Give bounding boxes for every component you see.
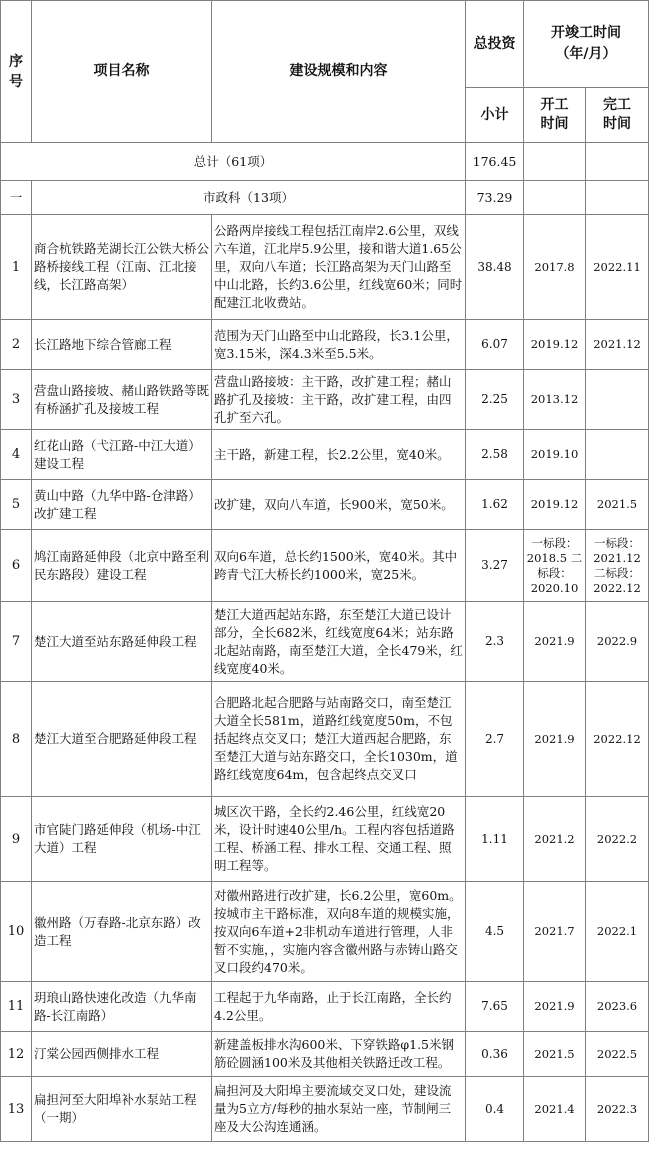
row-seq: 5 [1, 480, 32, 530]
row-investment: 2.25 [466, 370, 524, 430]
row-seq: 9 [1, 797, 32, 882]
row-investment: 2.3 [466, 602, 524, 682]
row-project-name: 黄山中路（九华中路-仓津路）改扩建工程 [32, 480, 212, 530]
table-row [1, 215, 649, 320]
row-scope: 工程起于九华南路，止于长江南路，全长约4.2公里。 [212, 982, 466, 1032]
empty-cell [586, 181, 649, 215]
row-scope: 城区次干路，全长约2.46公里，红线宽20米，设计时速40公里/h。工程内容包括道路工程、桥涵工程、排水工程、交通工程、照明工程等。 [212, 797, 466, 882]
row-investment: 3.27 [466, 530, 524, 602]
row-seq: 1 [1, 215, 32, 320]
row-project-name: 商合杭铁路芜湖长江公铁大桥公路桥接线工程（江南、江北接线，长江路高架） [32, 215, 212, 320]
total-row [1, 143, 649, 181]
row-scope: 对徽州路进行改扩建，长6.2公里，宽60m。按城市主干路标准，双向8车道的规模实施，按双向6车道+2非机动车道进行管理，人非暂不实施，，实施内容含徽州路与赤铸山路交叉口段约470米。 [212, 882, 466, 982]
row-project-name: 营盘山路接坡、赭山路铁路等既有桥涵扩孔及接坡工程 [32, 370, 212, 430]
row-end: 2022.2 [586, 797, 649, 882]
row-start: 2021.9 [524, 982, 586, 1032]
row-end: 2022.9 [586, 602, 649, 682]
row-end [586, 430, 649, 480]
row-start: 2013.12 [524, 370, 586, 430]
row-seq: 8 [1, 682, 32, 797]
row-end [586, 370, 649, 430]
row-project-name: 楚江大道至站东路延伸段工程 [32, 602, 212, 682]
table-row [1, 430, 649, 480]
row-seq: 6 [1, 530, 32, 602]
row-investment: 38.48 [466, 215, 524, 320]
total-value: 176.45 [466, 143, 524, 181]
row-end: 一标段：2021.12 二标段：2022.12 [586, 530, 649, 602]
table-row [1, 480, 649, 530]
project-rows [1, 215, 649, 1142]
row-seq: 4 [1, 430, 32, 480]
row-seq: 13 [1, 1077, 32, 1142]
row-start: 2019.12 [524, 480, 586, 530]
group-value: 73.29 [466, 181, 524, 215]
table-row [1, 682, 649, 797]
row-seq: 12 [1, 1032, 32, 1077]
total-label: 总计（61项） [1, 143, 466, 181]
row-scope: 双向6车道，总长约1500米，宽40米。其中跨青弋江大桥长约1000米，宽25米。 [212, 530, 466, 602]
row-investment: 7.65 [466, 982, 524, 1032]
row-seq: 3 [1, 370, 32, 430]
header-investment: 总投资 [466, 1, 524, 88]
row-end: 2022.5 [586, 1032, 649, 1077]
row-scope: 合肥路北起合肥路与站南路交口，南至楚江大道全长581m，道路红线宽度50m，不包括起终点交叉口；楚江大道西起合肥路，东至楚江大道与站东路交口，全长1030m，道路红线宽度64m，包含起终点交叉口 [212, 682, 466, 797]
header-start: 开工时间 [524, 88, 586, 143]
row-start: 2021.4 [524, 1077, 586, 1142]
row-scope: 楚江大道西起站东路，东至楚江大道已设计部分，全长682米，红线宽度64米；站东路北起站南路，南至楚江大道，全长479米，红线宽度40米。 [212, 602, 466, 682]
group-row [1, 181, 649, 215]
row-seq: 11 [1, 982, 32, 1032]
table-row [1, 370, 649, 430]
row-start: 2021.7 [524, 882, 586, 982]
header-end: 完工时间 [586, 88, 649, 143]
row-investment: 2.58 [466, 430, 524, 480]
row-investment: 4.5 [466, 882, 524, 982]
empty-cell [586, 143, 649, 181]
group-label: 市政科（13项） [32, 181, 466, 215]
row-scope: 范围为天门山路至中山北路段，长3.1公里，宽3.15米，深4.3米至5.5米。 [212, 320, 466, 370]
table-row [1, 320, 649, 370]
row-end: 2023.6 [586, 982, 649, 1032]
row-project-name: 徽州路（万春路-北京东路）改造工程 [32, 882, 212, 982]
row-seq: 10 [1, 882, 32, 982]
table-row [1, 982, 649, 1032]
row-project-name: 楚江大道至合肥路延伸段工程 [32, 682, 212, 797]
header-name: 项目名称 [32, 1, 212, 143]
row-seq: 7 [1, 602, 32, 682]
row-project-name: 玥琅山路快速化改造（九华南路-长江南路） [32, 982, 212, 1032]
empty-cell [524, 181, 586, 215]
row-project-name: 红花山路（弋江路-中江大道）建设工程 [32, 430, 212, 480]
row-investment: 0.36 [466, 1032, 524, 1077]
header-seq: 序号 [1, 1, 32, 143]
header-row-1 [1, 1, 649, 88]
row-end: 2021.12 [586, 320, 649, 370]
row-project-name: 汀棠公园西侧排水工程 [32, 1032, 212, 1077]
row-scope: 扁担河及大阳埠主要流域交叉口处，建设流量为5立方/每秒的抽水泵站一座，节制闸三座及大公沟连通涵。 [212, 1077, 466, 1142]
row-scope: 主干路，新建工程，长2.2公里，宽40米。 [212, 430, 466, 480]
row-end: 2022.1 [586, 882, 649, 982]
table-row [1, 1077, 649, 1142]
header-scope: 建设规模和内容 [212, 1, 466, 143]
row-end: 2021.5 [586, 480, 649, 530]
row-start: 2019.10 [524, 430, 586, 480]
row-end: 2022.12 [586, 682, 649, 797]
row-end: 2022.11 [586, 215, 649, 320]
row-project-name: 长江路地下综合管廊工程 [32, 320, 212, 370]
row-investment: 0.4 [466, 1077, 524, 1142]
row-start: 2021.9 [524, 682, 586, 797]
row-scope: 营盘山路接坡：主干路，改扩建工程；赭山路扩孔及接坡：主干路，改扩建工程，由四孔扩至六孔。 [212, 370, 466, 430]
header-subtotal: 小计 [466, 88, 524, 143]
row-investment: 2.7 [466, 682, 524, 797]
table-row [1, 797, 649, 882]
row-investment: 6.07 [466, 320, 524, 370]
table-row [1, 1032, 649, 1077]
group-seq: 一 [1, 181, 32, 215]
row-scope: 公路两岸接线工程包括江南岸2.6公里，双线六车道，江北岸5.9公里，接和谐大道1.65公里，双向八车道；长江路高架为天门山路至中山北路，长约3.6公里，红线宽60米；同时配建江北收费站。 [212, 215, 466, 320]
row-investment: 1.11 [466, 797, 524, 882]
row-start: 2017.8 [524, 215, 586, 320]
row-project-name: 市官陡门路延伸段（机场-中江大道）工程 [32, 797, 212, 882]
row-start: 一标段：2018.5 二标段：2020.10 [524, 530, 586, 602]
row-project-name: 鸠江南路延伸段（北京中路至利民东路段）建设工程 [32, 530, 212, 602]
row-scope: 新建盖板排水沟600米、下穿铁路φ1.5米钢筋砼圆涵100米及其他相关铁路迁改工程。 [212, 1032, 466, 1077]
table-row [1, 530, 649, 602]
row-scope: 改扩建，双向八车道，长900米，宽50米。 [212, 480, 466, 530]
header-schedule: 开竣工时间（年/月） [524, 1, 649, 88]
table-row [1, 602, 649, 682]
empty-cell [524, 143, 586, 181]
table-row [1, 882, 649, 982]
row-start: 2021.9 [524, 602, 586, 682]
row-project-name: 扁担河至大阳埠补水泵站工程（一期） [32, 1077, 212, 1142]
row-start: 2021.2 [524, 797, 586, 882]
row-investment: 1.62 [466, 480, 524, 530]
row-seq: 2 [1, 320, 32, 370]
row-start: 2021.5 [524, 1032, 586, 1077]
row-end: 2022.3 [586, 1077, 649, 1142]
row-start: 2019.12 [524, 320, 586, 370]
